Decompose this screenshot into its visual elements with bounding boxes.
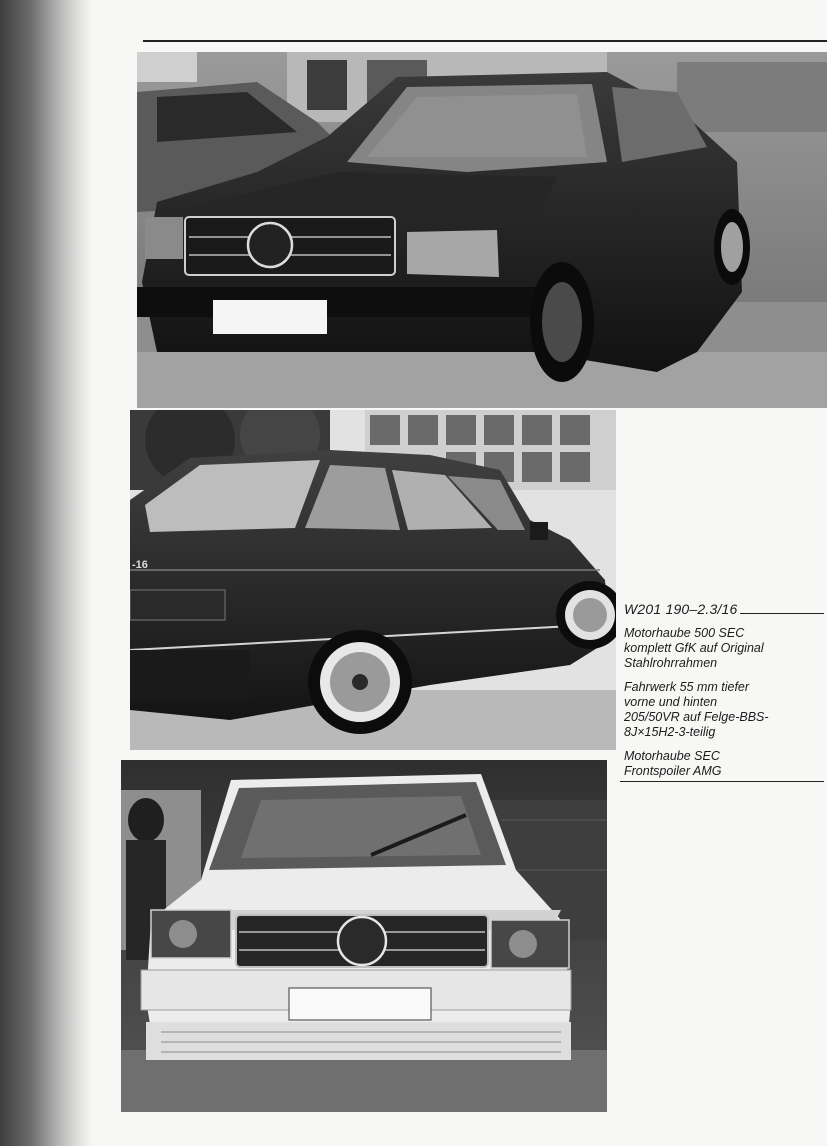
photo-dark-car-front [137, 52, 827, 408]
caption-heading: W201 190–2.3/16 [624, 601, 738, 617]
caption-bottom-rule [620, 781, 824, 782]
caption-heading-rule [740, 613, 824, 614]
caption-heading-row [624, 602, 824, 617]
book-spine-shadow [0, 0, 92, 1146]
photo-white-car-front [121, 760, 607, 1112]
top-rule [143, 40, 827, 42]
trunk-badge: -16 [132, 559, 148, 571]
caption-paragraph-suspension: Fahrwerk 55 mm tiefer vorne und hinten 205/50VR auf Felge-BBS- 8J×15H2-3-teilig [624, 680, 769, 739]
caption-paragraph-hood: Motorhaube 500 SEC komplett GfK auf Original Stahlrohrrahmen [624, 626, 764, 670]
photo-dark-car-side [130, 410, 616, 750]
photo-caption [624, 602, 824, 782]
caption-paragraph-spoiler: Motorhaube SEC Frontspoiler AMG [624, 749, 722, 778]
